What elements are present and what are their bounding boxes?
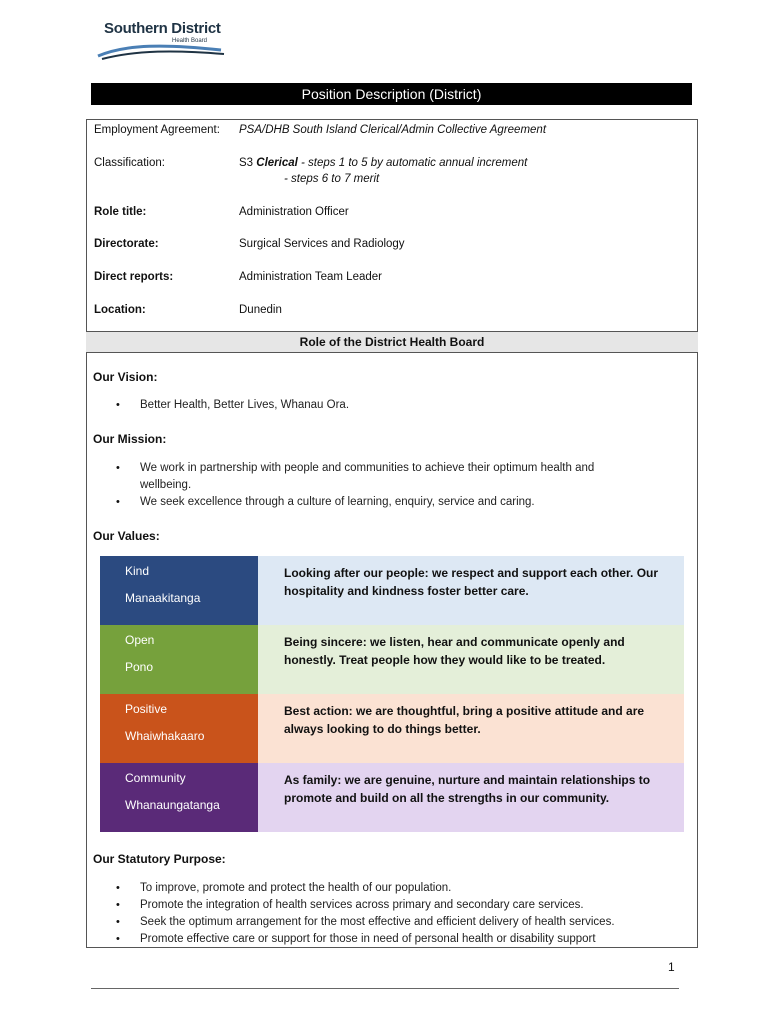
directorate-label: Directorate: [94, 238, 159, 250]
document-title: Position Description (District) [91, 83, 692, 105]
reports-label: Direct reports: [94, 271, 174, 283]
classification-bold: Clerical [256, 157, 298, 169]
role-value: Administration Officer [239, 206, 349, 218]
value-row-kind [100, 556, 684, 625]
values-table [100, 556, 684, 832]
mission-item-1-line-1: We work in partnership with people and communities to achieve their optimum health and [140, 462, 595, 474]
classification-value [239, 157, 527, 169]
wave-icon [96, 42, 226, 62]
purpose-item: To improve, promote and protect the health of our population. [140, 882, 452, 894]
classification-line1: - steps 1 to 5 by automatic annual increment [297, 157, 528, 169]
purpose-item: Promote the integration of health services across primary and secondary care services. [140, 899, 584, 911]
value-description: As family: we are genuine, nurture and maintain relationships to promote and build on all the strengths in our community. [284, 773, 651, 805]
value-row-community [100, 763, 684, 832]
value-english: Community [125, 771, 186, 785]
logo [96, 20, 226, 60]
employment-label: Employment Agreement: [94, 124, 220, 136]
bullet-icon: • [116, 882, 120, 894]
logo-subtitle: Health Board [172, 38, 208, 44]
purpose-heading: Our Statutory Purpose: [93, 852, 226, 866]
mission-heading: Our Mission: [93, 432, 167, 446]
value-description: Being sincere: we listen, hear and communicate openly and honestly. Treat people how they would like to be treated. [284, 635, 625, 667]
value-name-cell [100, 556, 258, 625]
footer-divider [91, 988, 679, 989]
logo-name: Southern District [104, 20, 221, 37]
classification-label: Classification: [94, 157, 165, 169]
value-english: Open [125, 633, 155, 647]
classification-line2: - steps 6 to 7 merit [284, 173, 380, 185]
location-label: Location: [94, 304, 146, 316]
bullet-icon: • [116, 899, 120, 911]
value-english: Kind [125, 564, 150, 578]
mission-item-1-line-2: wellbeing. [140, 479, 192, 491]
value-maori: Whaiwhakaaro [125, 729, 205, 743]
bullet-icon: • [116, 496, 120, 508]
reports-value: Administration Team Leader [239, 271, 382, 283]
vision-item: Better Health, Better Lives, Whanau Ora. [140, 399, 350, 411]
value-name-cell [100, 625, 258, 694]
value-description: Best action: we are thoughtful, bring a positive attitude and are always looking to do things better. [284, 704, 645, 736]
location-value: Dunedin [239, 304, 282, 316]
role-label: Role title: [94, 206, 147, 218]
bullet-icon: • [116, 916, 120, 928]
bullet-icon: • [116, 462, 120, 474]
employment-value: PSA/DHB South Island Clerical/Admin Collective Agreement [239, 124, 547, 136]
value-row-open [100, 625, 684, 694]
purpose-item: Promote effective care or support for those in need of personal health or disability support [140, 933, 596, 945]
role-section-title: Role of the District Health Board [86, 331, 698, 353]
value-english: Positive [125, 702, 168, 716]
mission-item-2: We seek excellence through a culture of learning, enquiry, service and caring. [140, 496, 535, 508]
value-maori: Pono [125, 660, 154, 674]
value-maori: Manaakitanga [125, 591, 201, 605]
classification-prefix: S3 [239, 157, 257, 169]
vision-heading: Our Vision: [93, 370, 158, 384]
value-name-cell [100, 763, 258, 832]
value-row-positive [100, 694, 684, 763]
bullet-icon: • [116, 399, 120, 411]
value-description: Looking after our people: we respect and support each other. Our hospitality and kindness foster better care. [284, 566, 659, 598]
value-maori: Whanaungatanga [125, 798, 220, 812]
bullet-icon: • [116, 933, 120, 945]
value-name-cell [100, 694, 258, 763]
page-number: 1 [668, 960, 675, 974]
directorate-value: Surgical Services and Radiology [239, 238, 405, 250]
purpose-item: Seek the optimum arrangement for the most effective and efficient delivery of health services. [140, 916, 615, 928]
values-heading: Our Values: [93, 529, 160, 543]
